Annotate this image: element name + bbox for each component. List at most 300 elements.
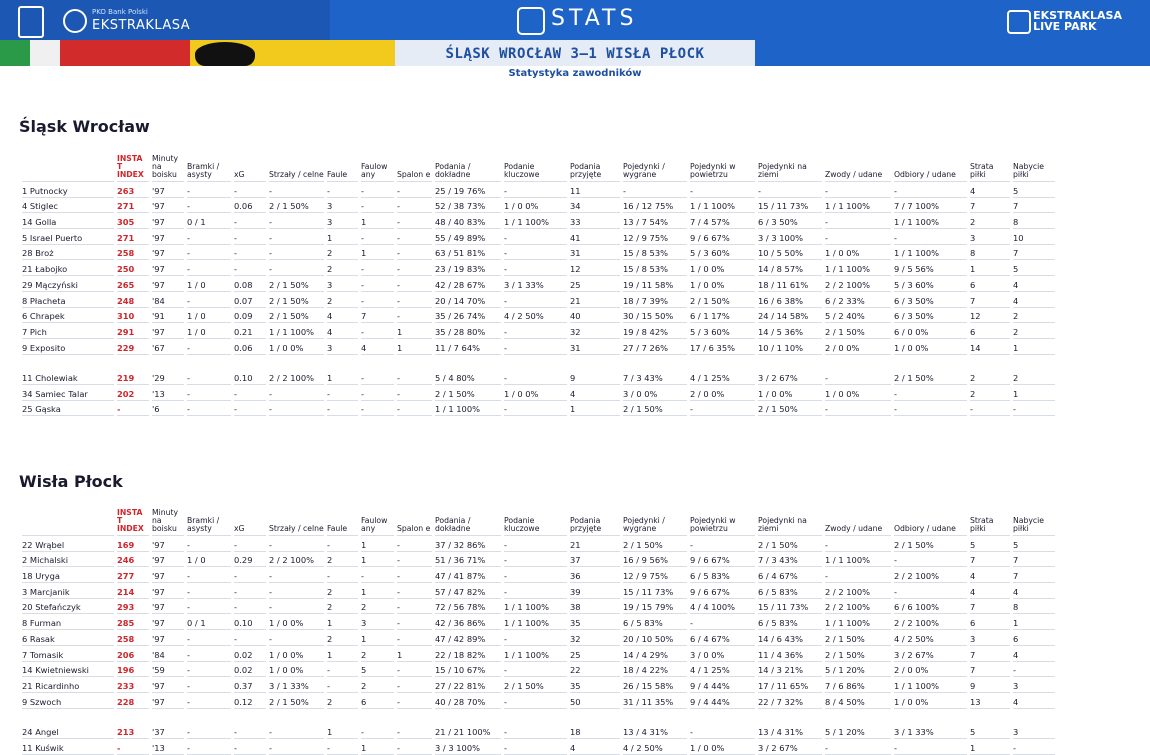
stat-cell: -	[234, 385, 266, 401]
stat-cell: 6 / 4 67%	[758, 567, 822, 583]
table-row	[22, 739, 1055, 755]
stat-cell: -	[187, 723, 231, 739]
stat-cell: 9 / 6 67%	[690, 229, 755, 245]
stat-cell: 3 / 1 33%	[269, 677, 324, 693]
stat-cell: -	[397, 583, 432, 599]
stat-cell: 9	[970, 677, 1010, 693]
stat-cell: 18 / 7 39%	[623, 292, 687, 308]
stat-cell: 35 / 26 74%	[435, 308, 501, 324]
stat-cell: 2 / 1 50%	[504, 677, 567, 693]
stat-cell: 3	[1013, 723, 1055, 739]
stat-cell: 2 / 1 50%	[825, 646, 891, 662]
stat-cell: 34	[570, 198, 620, 214]
player-name: 3 Marcjanik	[22, 583, 114, 599]
stat-cell: 20 / 14 70%	[435, 292, 501, 308]
stat-cell: 2 / 1 50%	[623, 401, 687, 417]
stat-cell: 52 / 38 73%	[435, 198, 501, 214]
stat-cell: 0 / 1	[187, 614, 231, 630]
stat-cell: '97	[152, 229, 184, 245]
stat-cell: -	[623, 182, 687, 198]
stat-cell: 2 / 1 50%	[623, 536, 687, 552]
stat-cell: -	[894, 552, 967, 568]
stat-cell: 2 / 2 100%	[825, 583, 891, 599]
stat-cell: -	[234, 567, 266, 583]
stat-cell: 7 / 3 43%	[758, 552, 822, 568]
stat-cell	[435, 709, 501, 724]
stat-cell: 13	[970, 693, 1010, 709]
stat-cell: 2	[327, 260, 358, 276]
column-header: Pojedynki na ziemi	[758, 155, 822, 182]
stat-cell: -	[269, 213, 324, 229]
stat-cell: 31	[570, 339, 620, 355]
stat-cell: 0.02	[234, 646, 266, 662]
stat-cell: -	[234, 182, 266, 198]
stat-cell: 258	[117, 630, 149, 646]
stat-cell: -	[397, 401, 432, 417]
stat-cell: 196	[117, 662, 149, 678]
stat-cell: 40 / 28 70%	[435, 693, 501, 709]
table-row	[22, 213, 1055, 229]
stat-cell: 16 / 9 56%	[623, 552, 687, 568]
stat-cell: '97	[152, 677, 184, 693]
stat-cell: 32	[570, 323, 620, 339]
column-header: Pojedynki / wygrane	[623, 155, 687, 182]
stat-cell: 1 / 0 0%	[269, 662, 324, 678]
stat-cell: 2	[327, 599, 358, 615]
table-row	[22, 662, 1055, 678]
stat-cell	[269, 709, 324, 724]
stat-cell: 15 / 11 73%	[758, 198, 822, 214]
stat-cell: 21	[570, 292, 620, 308]
table-row	[22, 677, 1055, 693]
column-header: Strata piłki	[970, 509, 1010, 536]
player-name: 18 Uryga	[22, 567, 114, 583]
player-name: 7 Tomasik	[22, 646, 114, 662]
stat-cell: 213	[117, 723, 149, 739]
stat-cell: 6	[970, 323, 1010, 339]
stat-cell	[361, 709, 394, 724]
table-row	[22, 401, 1055, 417]
stat-cell: 2	[970, 385, 1010, 401]
stat-cell: 0.08	[234, 276, 266, 292]
column-header: Faulow any	[361, 155, 394, 182]
table-row	[22, 229, 1055, 245]
stat-cell: 1 / 0 0%	[269, 339, 324, 355]
table-header	[22, 155, 1055, 182]
column-header: Nabycie piłki	[1013, 509, 1055, 536]
stat-cell: 3 / 0 0%	[623, 385, 687, 401]
stat-cell: 2	[327, 245, 358, 261]
column-header	[22, 155, 114, 182]
table-row	[22, 355, 1055, 370]
stat-cell: -	[825, 229, 891, 245]
stat-cell: -	[327, 567, 358, 583]
brand-name: EKSTRAKLASA	[92, 18, 191, 33]
stat-cell: '97	[152, 182, 184, 198]
stat-cell: 18 / 4 22%	[623, 662, 687, 678]
stat-cell: 9 / 4 44%	[690, 693, 755, 709]
stat-cell: 0.21	[234, 323, 266, 339]
stat-cell: -	[361, 276, 394, 292]
stat-cell: -	[397, 369, 432, 385]
stat-cell: 41	[570, 229, 620, 245]
stat-cell: -	[361, 369, 394, 385]
stat-cell: 1	[1013, 339, 1055, 355]
stat-cell: 0 / 1	[187, 213, 231, 229]
stat-cell: 30 / 15 50%	[623, 308, 687, 324]
stat-cell: 4	[1013, 646, 1055, 662]
stat-cell: 39	[570, 583, 620, 599]
stat-cell: -	[504, 693, 567, 709]
stat-cell: '97	[152, 323, 184, 339]
stat-cell: -	[187, 567, 231, 583]
stat-cell: 19 / 11 58%	[623, 276, 687, 292]
stat-cell: 19 / 8 42%	[623, 323, 687, 339]
stat-cell: 2 / 1 50%	[825, 630, 891, 646]
stat-cell: 13 / 7 54%	[623, 213, 687, 229]
stat-cell: 233	[117, 677, 149, 693]
stat-cell: -	[187, 339, 231, 355]
stat-cell: 271	[117, 229, 149, 245]
stat-cell: 1	[1013, 614, 1055, 630]
stat-cell: 6 / 3 50%	[894, 308, 967, 324]
stat-cell: 8	[970, 245, 1010, 261]
stat-cell: 271	[117, 198, 149, 214]
stat-cell	[397, 355, 432, 370]
stat-cell: -	[504, 260, 567, 276]
stat-cell: 0.09	[234, 308, 266, 324]
stat-cell: 250	[117, 260, 149, 276]
stat-cell: -	[397, 630, 432, 646]
player-name: 8 Płacheta	[22, 292, 114, 308]
stat-cell: 5 / 3 60%	[894, 276, 967, 292]
stat-cell: -	[397, 693, 432, 709]
stat-cell: 229	[117, 339, 149, 355]
stat-cell: 22	[570, 662, 620, 678]
stat-cell: -	[234, 536, 266, 552]
stat-cell: 2	[1013, 308, 1055, 324]
stat-cell: -	[504, 536, 567, 552]
stat-cell: '37	[152, 723, 184, 739]
stat-cell: 5	[970, 536, 1010, 552]
stat-cell: -	[327, 739, 358, 755]
stat-cell: '97	[152, 599, 184, 615]
stat-cell	[187, 709, 231, 724]
stat-cell	[1013, 355, 1055, 370]
stat-cell: 0.02	[234, 662, 266, 678]
stat-cell	[152, 709, 184, 724]
stat-cell: 2 / 1 50%	[758, 401, 822, 417]
stat-cell	[234, 355, 266, 370]
stat-cell: 1 / 1 100%	[825, 614, 891, 630]
stat-cell: 5	[1013, 260, 1055, 276]
stat-cell	[327, 355, 358, 370]
stat-cell: 63 / 51 81%	[435, 245, 501, 261]
stat-cell: 1 / 1 100%	[504, 614, 567, 630]
stat-cell: 305	[117, 213, 149, 229]
stat-cell: 19 / 15 79%	[623, 599, 687, 615]
pko-logo-icon	[18, 6, 44, 38]
table-row	[22, 693, 1055, 709]
stat-cell: 202	[117, 385, 149, 401]
stat-cell: 2	[361, 646, 394, 662]
stat-cell: 6 / 5 83%	[758, 583, 822, 599]
stat-cell: 228	[117, 693, 149, 709]
stat-cell: -	[397, 292, 432, 308]
player-name	[22, 355, 114, 370]
stat-cell: -	[269, 182, 324, 198]
stat-cell: -	[397, 182, 432, 198]
stat-cell: 12	[570, 260, 620, 276]
table-row	[22, 323, 1055, 339]
stat-cell: 14	[970, 339, 1010, 355]
stat-cell: -	[504, 182, 567, 198]
column-header: xG	[234, 155, 266, 182]
stat-cell: -	[504, 739, 567, 755]
stat-cell: 2 / 1 50%	[269, 308, 324, 324]
stat-cell: 3 / 3 100%	[758, 229, 822, 245]
column-header: Podania / dokładne	[435, 155, 501, 182]
stat-cell: 6	[1013, 630, 1055, 646]
stat-cell: 1	[361, 552, 394, 568]
stat-cell: 3	[327, 276, 358, 292]
stat-cell: 6 / 5 83%	[690, 567, 755, 583]
stat-cell: 1 / 1 100%	[504, 599, 567, 615]
stat-cell: 9 / 4 44%	[690, 677, 755, 693]
stat-cell: -	[269, 599, 324, 615]
stat-cell: 206	[117, 646, 149, 662]
table-header	[22, 509, 1055, 536]
stat-cell: 51 / 36 71%	[435, 552, 501, 568]
stat-cell: 14 / 3 21%	[758, 662, 822, 678]
stat-cell: -	[187, 292, 231, 308]
stat-cell: 2 / 0 0%	[690, 385, 755, 401]
table-row	[22, 260, 1055, 276]
stat-cell: 20 / 10 50%	[623, 630, 687, 646]
stat-cell	[623, 355, 687, 370]
column-header: Minuty na boisku	[152, 155, 184, 182]
stat-cell: -	[504, 401, 567, 417]
stats-table	[19, 155, 1058, 416]
stat-cell: 14 / 8 57%	[758, 260, 822, 276]
stat-cell: -	[504, 323, 567, 339]
stat-cell: -	[187, 229, 231, 245]
stat-cell: 1	[970, 739, 1010, 755]
stats-title: STATS	[551, 6, 638, 31]
stat-cell: 7	[970, 599, 1010, 615]
stat-cell: -	[397, 662, 432, 678]
stat-cell: 6 / 4 67%	[690, 630, 755, 646]
stat-cell: -	[690, 614, 755, 630]
player-name: 1 Putnocky	[22, 182, 114, 198]
stat-cell: 2 / 1 50%	[825, 323, 891, 339]
stat-cell: 1	[1013, 385, 1055, 401]
stat-cell: 310	[117, 308, 149, 324]
stat-cell: -	[269, 385, 324, 401]
stat-cell: 5 / 1 20%	[825, 662, 891, 678]
stat-cell: '84	[152, 292, 184, 308]
stat-cell: 169	[117, 536, 149, 552]
stat-cell: 1 / 0	[187, 323, 231, 339]
stat-cell: -	[825, 182, 891, 198]
stat-cell: 1 / 0 0%	[758, 385, 822, 401]
stat-cell: 24 / 14 58%	[758, 308, 822, 324]
stat-cell: -	[117, 739, 149, 755]
player-name: 20 Stefańczyk	[22, 599, 114, 615]
stat-cell: -	[187, 599, 231, 615]
stat-cell: '97	[152, 536, 184, 552]
stat-cell: 1 / 1 100%	[435, 401, 501, 417]
column-header: Spalon e	[397, 509, 432, 536]
stat-cell: -	[234, 245, 266, 261]
stat-cell: 9 / 5 56%	[894, 260, 967, 276]
stat-cell: 25 / 19 76%	[435, 182, 501, 198]
stat-cell: -	[269, 723, 324, 739]
stat-cell: -	[970, 401, 1010, 417]
stat-cell: 1 / 0 0%	[825, 245, 891, 261]
stat-cell: 1	[397, 339, 432, 355]
stat-cell: -	[894, 401, 967, 417]
column-header: xG	[234, 509, 266, 536]
stat-cell: 2	[1013, 369, 1055, 385]
column-header: Faule	[327, 155, 358, 182]
stat-cell: 48 / 40 83%	[435, 213, 501, 229]
player-name: 6 Rasak	[22, 630, 114, 646]
stat-cell: 3 / 2 67%	[758, 369, 822, 385]
stat-cell: 1 / 0 0%	[504, 198, 567, 214]
player-name: 11 Kuświk	[22, 739, 114, 755]
stat-cell	[187, 355, 231, 370]
stat-cell: -	[187, 662, 231, 678]
stat-cell: 7	[1013, 552, 1055, 568]
stat-cell: -	[397, 260, 432, 276]
stat-cell: 2 / 1 50%	[894, 536, 967, 552]
stat-cell: -	[690, 182, 755, 198]
column-header: Podania przyjęte	[570, 509, 620, 536]
stats-table	[19, 509, 1058, 755]
stat-cell: -	[397, 229, 432, 245]
stat-cell: -	[187, 245, 231, 261]
stat-cell: 4 / 2 50%	[504, 308, 567, 324]
table-row	[22, 723, 1055, 739]
stat-cell: 42 / 28 67%	[435, 276, 501, 292]
stat-cell: 7 / 4 57%	[690, 213, 755, 229]
stat-cell: -	[361, 401, 394, 417]
stat-cell: 35	[570, 677, 620, 693]
bank-name: PKO Bank Polski	[92, 8, 148, 16]
table-row	[22, 536, 1055, 552]
stat-cell: -	[327, 182, 358, 198]
stat-cell: -	[361, 198, 394, 214]
stat-cell: 4	[327, 323, 358, 339]
stat-cell: 40	[570, 308, 620, 324]
stat-cell: -	[234, 213, 266, 229]
stat-cell: '13	[152, 385, 184, 401]
column-header: Zwody / udane	[825, 155, 891, 182]
player-name: 22 Wrąbel	[22, 536, 114, 552]
stat-cell: 3 / 3 100%	[435, 739, 501, 755]
stat-cell: 3 / 2 67%	[894, 646, 967, 662]
stat-cell: -	[504, 369, 567, 385]
table-row	[22, 385, 1055, 401]
stat-cell: '97	[152, 213, 184, 229]
stat-cell: 1	[327, 229, 358, 245]
stat-cell: 2	[361, 677, 394, 693]
team-title: Wisła Płock	[19, 472, 123, 491]
table-row	[22, 308, 1055, 324]
stat-cell: -	[234, 723, 266, 739]
stat-cell: 6	[970, 614, 1010, 630]
stat-cell: -	[397, 198, 432, 214]
stat-cell: 1	[361, 583, 394, 599]
stat-cell: 1	[361, 630, 394, 646]
stat-cell: 1	[570, 401, 620, 417]
column-header: Podania przyjęte	[570, 155, 620, 182]
stat-cell: 0.37	[234, 677, 266, 693]
stat-cell: 42 / 36 86%	[435, 614, 501, 630]
stat-cell: 1 / 0 0%	[690, 739, 755, 755]
stat-cell: -	[187, 583, 231, 599]
stat-cell: 2	[970, 369, 1010, 385]
stat-cell: -	[504, 662, 567, 678]
stat-cell: 3	[970, 630, 1010, 646]
stat-cell: 18 / 11 61%	[758, 276, 822, 292]
stat-cell: 1 / 0 0%	[269, 646, 324, 662]
stat-cell: 2	[327, 630, 358, 646]
player-name: 29 Mączyński	[22, 276, 114, 292]
stat-cell: -	[361, 723, 394, 739]
stat-cell: 15 / 10 67%	[435, 662, 501, 678]
table-row	[22, 646, 1055, 662]
stat-cell: '59	[152, 662, 184, 678]
stat-cell: 2 / 1 50%	[894, 369, 967, 385]
stat-cell: 7	[970, 198, 1010, 214]
stat-cell: 3	[327, 213, 358, 229]
stat-cell: -	[1013, 662, 1055, 678]
stat-cell: 15 / 8 53%	[623, 260, 687, 276]
stat-cell: 6	[361, 693, 394, 709]
stat-cell: 4 / 2 50%	[894, 630, 967, 646]
stat-cell	[894, 355, 967, 370]
stat-cell: 6 / 6 100%	[894, 599, 967, 615]
stat-cell: 5 / 1 20%	[825, 723, 891, 739]
stat-cell: -	[187, 385, 231, 401]
stat-cell: 37 / 32 86%	[435, 536, 501, 552]
stat-cell: 7	[970, 292, 1010, 308]
stat-cell: -	[361, 567, 394, 583]
stat-cell: 285	[117, 614, 149, 630]
table-row	[22, 292, 1055, 308]
page-subtitle: Statystyka zawodników	[508, 68, 642, 79]
player-name: 7 Pich	[22, 323, 114, 339]
stat-cell: 4	[970, 567, 1010, 583]
stat-cell: -	[397, 245, 432, 261]
stat-cell: 2	[327, 583, 358, 599]
stat-cell: -	[327, 385, 358, 401]
stat-cell: -	[361, 292, 394, 308]
stat-cell: 246	[117, 552, 149, 568]
stat-cell: -	[504, 630, 567, 646]
stat-cell: -	[758, 182, 822, 198]
stat-cell: 1	[397, 646, 432, 662]
stat-cell	[117, 709, 149, 724]
stat-cell: -	[327, 401, 358, 417]
player-name: 8 Furman	[22, 614, 114, 630]
column-header: Pojedynki na ziemi	[758, 509, 822, 536]
stat-cell: -	[187, 630, 231, 646]
stat-cell: -	[361, 260, 394, 276]
stat-cell: '97	[152, 276, 184, 292]
